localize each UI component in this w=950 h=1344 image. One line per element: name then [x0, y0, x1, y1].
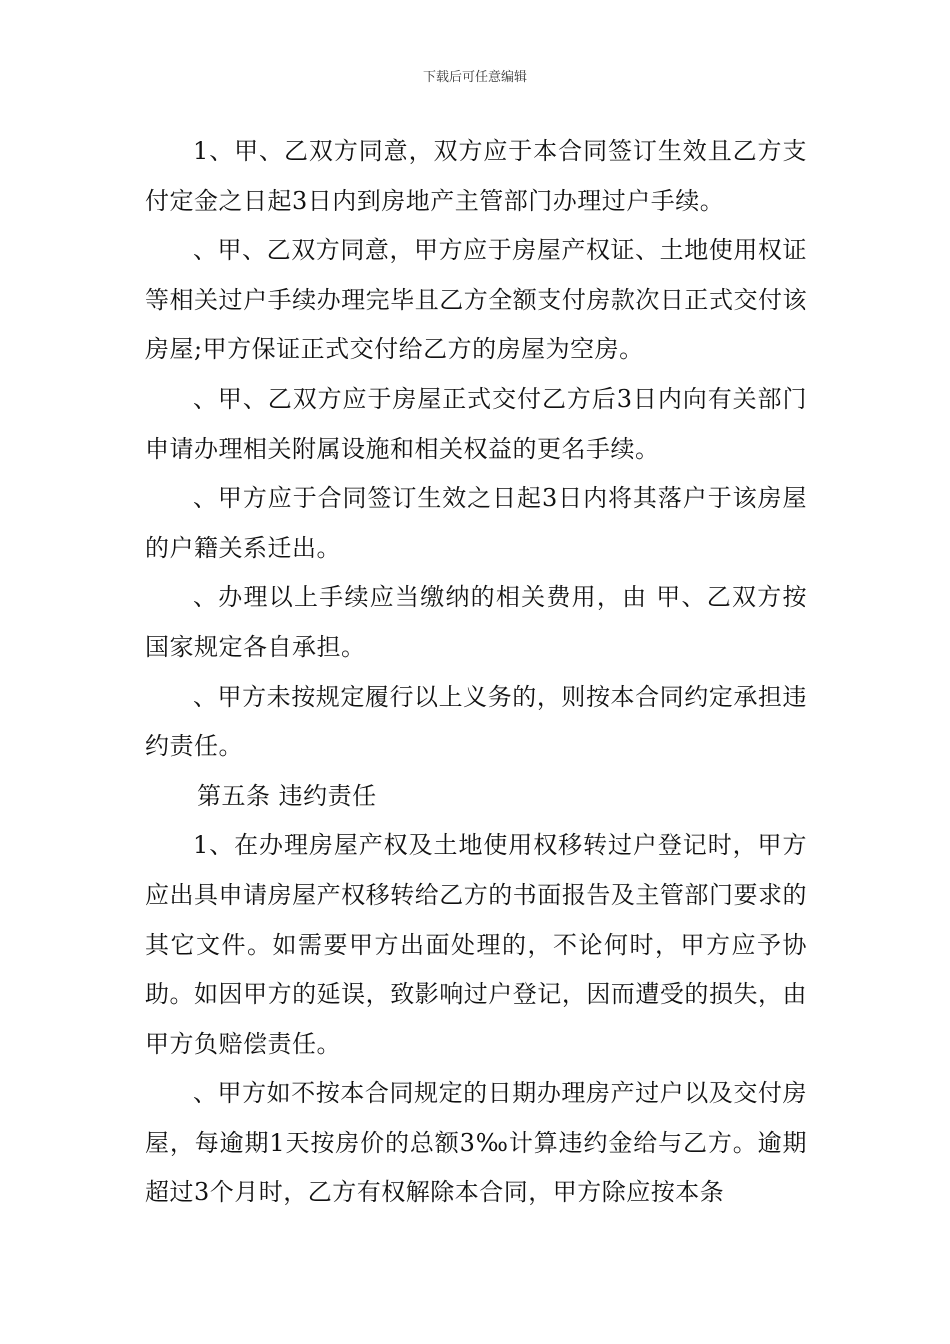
paragraph: 、甲方如不按本合同规定的日期办理房产过户以及交付房屋，每逾期1天按房价的总额3‰计算违约金给与乙方。逾期超过3个月时，乙方有权解除本合同，甲方除应按本条 [145, 1079, 807, 1207]
paragraph: 、甲方应于合同签订生效之日起3日内将其落户于该房屋的户籍关系迁出。 [145, 484, 807, 562]
paragraph: 1、在办理房屋产权及土地使用权移转过户登记时，甲方应出具申请房屋产权移转给乙方的书面报告及主管部门要求的其它文件。如需要甲方出面处理的，不论何时，甲方应予协助。如因甲方的延误，致影响过户登记，因而遭受的损失，由甲方负赔偿责任。 [145, 831, 807, 1058]
document-body [145, 127, 807, 1218]
paragraph: 、甲方未按规定履行以上义务的，则按本合同约定承担违约责任。 [145, 682, 807, 761]
paragraph: 、甲、乙双方同意，甲方应于房屋产权证、土地使用权证等相关过户手续办理完毕且乙方全额支付房款次日正式交付该房屋;甲方保证正式交付给乙方的房屋为空房。 [145, 236, 807, 364]
paragraph: 、甲、乙双方应于房屋正式交付乙方后3日内向有关部门申请办理相关附属设施和相关权益的更名手续。 [145, 384, 807, 463]
paragraph: 、办理以上手续应当缴纳的相关费用，由 甲、乙双方按国家规定各自承担。 [145, 583, 807, 661]
section-heading: 第五条 违约责任 [197, 781, 377, 810]
paragraph: 1、甲、乙双方同意，双方应于本合同签订生效且乙方支付定金之日起3日内到房地产主管部门办理过户手续。 [145, 137, 807, 215]
page-header: 下载后可任意编辑 [422, 70, 527, 85]
